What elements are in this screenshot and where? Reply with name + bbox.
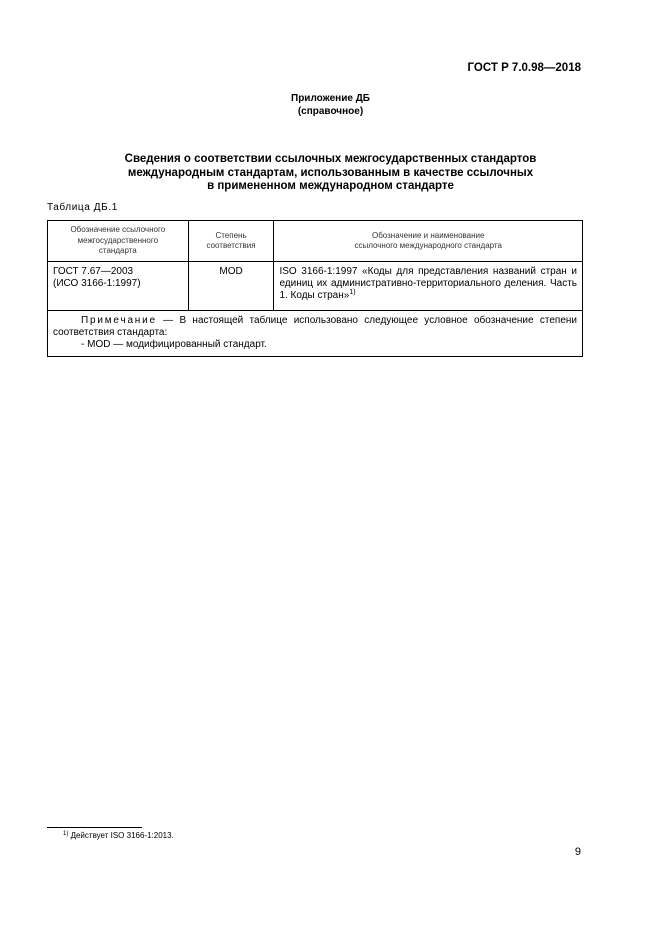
section-heading xyxy=(0,153,661,194)
heading-line-3: в примененном международном стандарте xyxy=(207,180,454,192)
annex-subtitle: (справочное) xyxy=(297,106,364,117)
cell-reference: ISO 3166-1:1997 «Коды для представления названий стран и единиц их административно-территориального деления. Часть 1. Коды стран»$^{1)}$ xyxy=(274,262,583,311)
note-item: - MOD — модифицированный стандарт. xyxy=(81,339,267,350)
footnote-number: 1) xyxy=(63,831,69,837)
header-degree: Степень соответствия xyxy=(188,221,274,262)
annex-title-block xyxy=(0,92,661,118)
footnote xyxy=(63,831,174,840)
table-caption: Таблица ДБ.1 xyxy=(47,202,118,213)
heading-line-2: международным стандартам, использованным в качестве ссылочных xyxy=(127,166,534,179)
cell-designation: ГОСТ 7.67—2003 (ИСО 3166-1:1997) xyxy=(48,262,189,311)
header-designation: Обозначение ссылочного межгосударственного стандарта xyxy=(48,221,189,262)
table-header-row xyxy=(48,221,583,262)
heading-line-1: Сведения о соответствии ссылочных межгосударственных стандартов xyxy=(124,153,537,165)
footnote-mark: 1) xyxy=(349,289,356,296)
cell-degree: MOD xyxy=(188,262,274,311)
note-label: Примечание xyxy=(81,315,157,326)
annex-title: Приложение ДБ xyxy=(291,93,370,104)
table-note xyxy=(48,311,583,357)
table-row xyxy=(48,262,583,311)
footnote-text: Действует ISO 3166-1:2013. xyxy=(68,831,174,840)
page-number: 9 xyxy=(574,846,581,858)
footnote-divider xyxy=(47,827,142,828)
note-text: — В настоящей таблице использовано следующее условное обозначение степени соответствия стандарта: xyxy=(53,315,577,338)
correspondence-table xyxy=(47,220,583,357)
document-code: ГОСТ Р 7.0.98—2018 xyxy=(467,62,581,74)
header-reference: Обозначение и наименование ссылочного международного стандарта xyxy=(274,221,583,262)
table-note-row xyxy=(48,311,583,357)
